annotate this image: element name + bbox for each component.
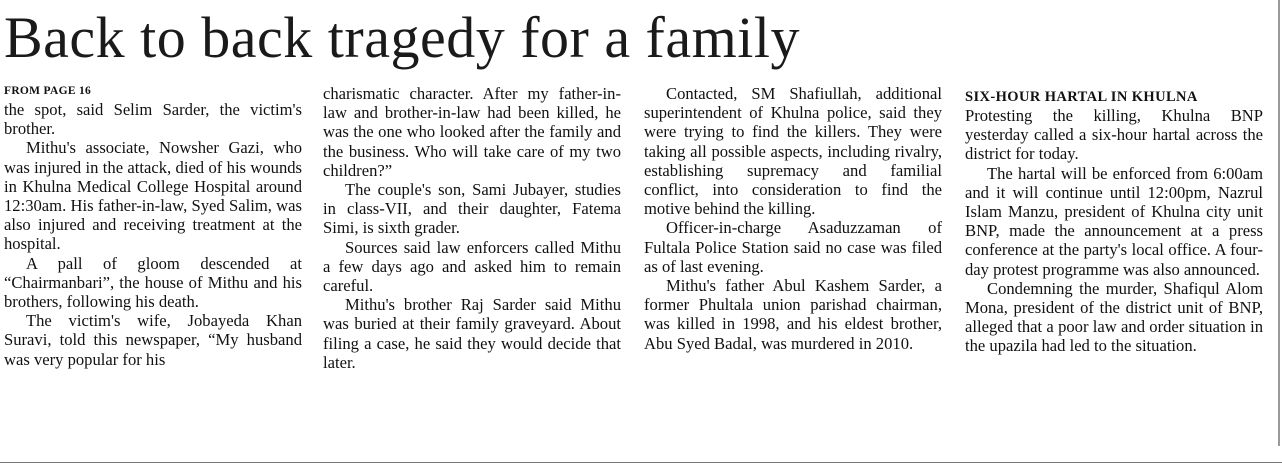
paragraph: The couple's son, Sami Jubayer, studies in class-VII, and their daughter, Fatema Simi, is sixth grader. (323, 180, 621, 238)
paragraph: The hartal will be enforced from 6:00am and it will continue until 12:00pm, Nazrul Islam Manzu, president of Khulna city unit BNP, made the announcement at a press conference at the party's local office. A four-day protest programme was also announced. (965, 163, 1263, 279)
paragraph: Mithu's father Abul Kashem Sarder, a former Phultala union parishad chairman, was killed in 1998, and his eldest brother, Abu Syed Badal, was murdered in 2010. (644, 276, 942, 353)
paragraph: Condemning the murder, Shafiqul Alom Mona, president of the district unit of BNP, alleged that a poor law and order situation in the upazila had led to the situation. (965, 278, 1263, 356)
article-column-4 (965, 84, 1263, 356)
paragraph: the spot, said Selim Sarder, the victim's brother. (4, 100, 302, 139)
paragraph: Protesting the killing, Khulna BNP yesterday called a six-hour hartal across the district for today. (965, 106, 1263, 164)
headline: Back to back tragedy for a family (4, 5, 800, 70)
paragraph: Mithu's associate, Nowsher Gazi, who was injured in the attack, died of his wounds in Khulna Medical College Hospital around 12:30am. His father-in-law, Syed Salim, was also injured and receiving treatment at the hospital. (4, 138, 302, 254)
article-column-1 (4, 84, 302, 369)
paragraph: Contacted, SM Shafiullah, additional superintendent of Khulna police, said they were trying to find the killers. They were taking all possible aspects, including rivalry, establishing supremacy and familial conflict, into consideration to find the motive behind the killing. (644, 84, 942, 219)
section-subhead: SIX-HOUR HARTAL IN KHULNA (965, 89, 1198, 105)
paragraph: Officer-in-charge Asaduzzaman of Fultala Police Station said no case was filed as of last evening. (644, 218, 942, 276)
paragraph: Sources said law enforcers called Mithu a few days ago and asked him to remain careful. (323, 237, 621, 296)
bottom-rule (0, 462, 1282, 463)
paragraph: A pall of gloom descended at “Chairmanbari”, the house of Mithu and his brothers, following his death. (4, 253, 302, 312)
continuation-kicker: FROM PAGE 16 (4, 85, 92, 97)
paragraph: charismatic character. After my father-in-law and brother-in-law had been killed, he was the one who looked after the family and the business. Who will take care of my two children?” (323, 84, 621, 180)
paragraph: The victim's wife, Jobayeda Khan Suravi, told this newspaper, “My husband was very popular for his (4, 311, 302, 369)
article-column-3 (644, 84, 942, 353)
article-column-2 (323, 84, 621, 372)
column-rule (1278, 0, 1280, 446)
paragraph: Mithu's brother Raj Sarder said Mithu was buried at their family graveyard. About filing a case, he said they would decide that later. (323, 295, 621, 372)
